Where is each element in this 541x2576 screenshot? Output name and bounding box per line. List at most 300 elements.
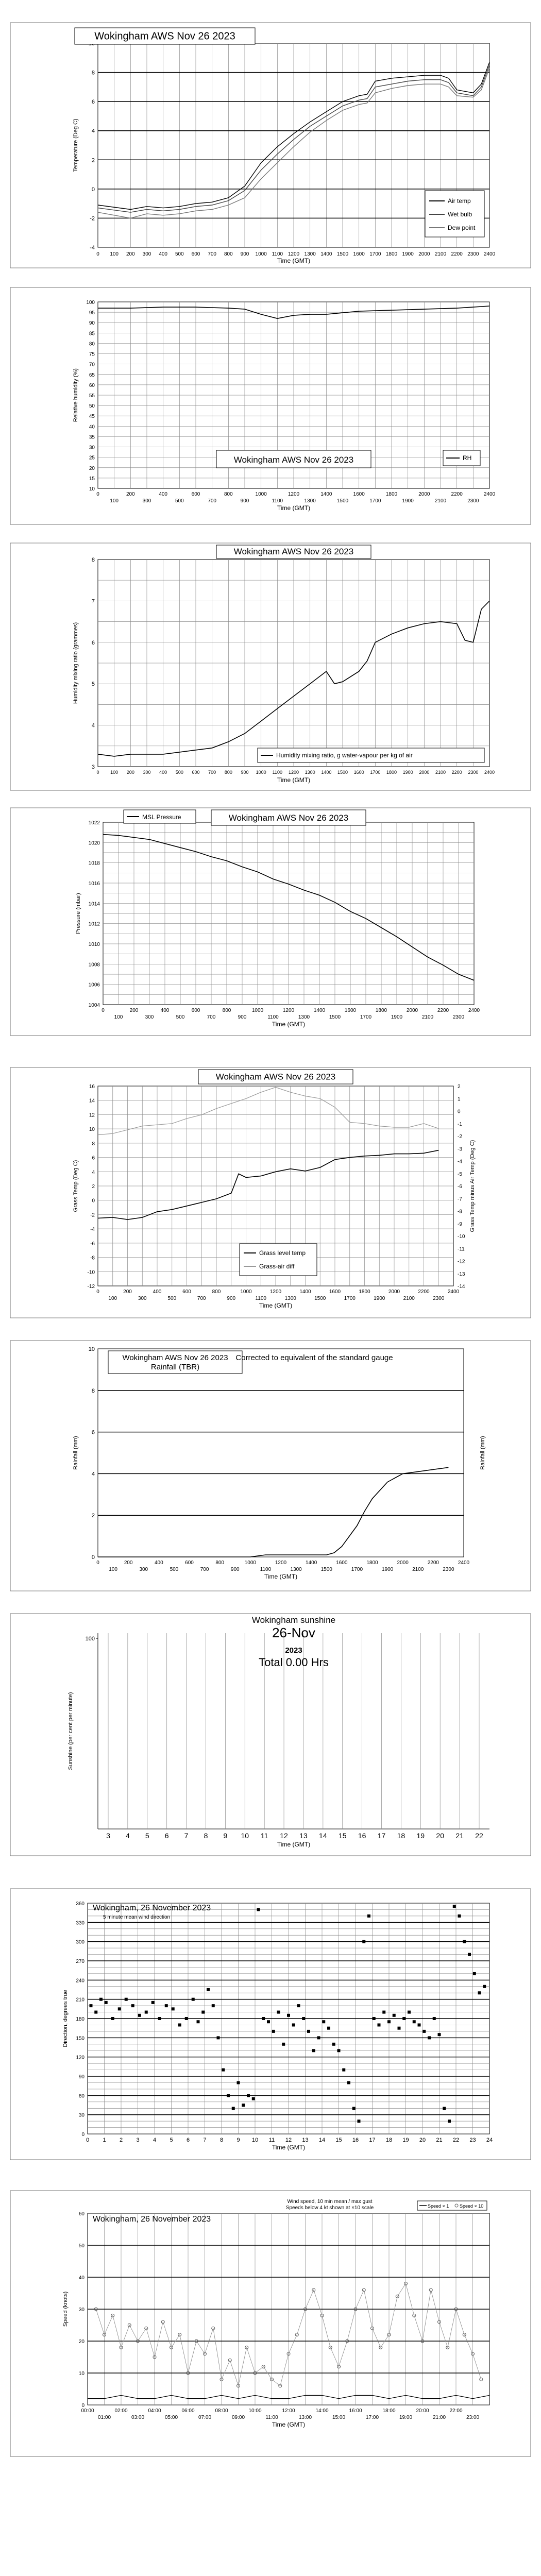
data-point — [151, 2001, 155, 2004]
x-axis-label: Time (GMT) — [264, 1573, 298, 1580]
x-tick-label: 800 — [212, 1289, 221, 1295]
data-point — [105, 2001, 108, 2004]
chart-mixing-ratio — [0, 542, 541, 791]
x-tick-label: 1600 — [344, 1008, 357, 1013]
x-tick-label: 4 — [153, 2137, 157, 2143]
x-tick-label: 3 — [106, 1832, 110, 1840]
y-tick-label: 65 — [89, 372, 95, 378]
legend-label: Wet bulb — [448, 211, 472, 218]
y-tick-label: 6 — [91, 639, 95, 646]
data-point — [413, 2020, 416, 2023]
x-tick-label: 14 — [319, 1832, 327, 1840]
y-tick-label: 270 — [76, 1959, 84, 1964]
y-tick-label: 30 — [89, 445, 95, 451]
legend-label: MSL Pressure — [142, 814, 181, 821]
chart-total: Total 0.00 Hrs — [259, 1656, 329, 1669]
y-tick-label: 0 — [81, 2403, 84, 2409]
legend-label: Dew point — [448, 224, 476, 231]
x-tick-label: 21 — [455, 1832, 464, 1840]
x-tick-label: 1700 — [369, 251, 381, 257]
y-tick-label: 7 — [91, 598, 95, 605]
x-tick-label: 700 — [197, 1296, 206, 1301]
y-tick-label: 4 — [91, 128, 95, 134]
x-tick-label: 08:00 — [215, 2408, 228, 2414]
data-point — [118, 2007, 121, 2010]
x-tick-label: 19:00 — [399, 2415, 413, 2420]
x-axis-label: Time (GMT) — [259, 1302, 293, 1309]
x-tick-label: 2200 — [418, 1289, 430, 1295]
x-tick-label: 2200 — [437, 1008, 449, 1013]
x-tick-label: 100 — [110, 251, 119, 257]
x-tick-label: 17:00 — [365, 2415, 379, 2420]
x-tick-label: 1700 — [344, 1296, 356, 1301]
y-tick-label: 2 — [91, 157, 95, 164]
x-tick-label: 2400 — [483, 251, 496, 257]
y-axis-label: Grass Temp minus Air Temp (Deg C) — [469, 1140, 476, 1232]
x-tick-label: 800 — [224, 251, 233, 257]
x-tick-label: 1200 — [288, 251, 300, 257]
y-tick-label: 240 — [76, 1978, 84, 1984]
x-tick-label: 700 — [208, 770, 216, 775]
y-right-tick-label: -12 — [458, 1259, 465, 1265]
y-axis-label: Temperature (Deg C) — [73, 118, 79, 172]
y-tick-label: 15 — [89, 476, 95, 482]
y-tick-label: 0 — [91, 186, 95, 193]
data-point — [433, 2017, 436, 2020]
x-tick-label: 1 — [103, 2137, 106, 2143]
y-right-tick-label: -13 — [458, 1271, 465, 1277]
x-tick-label: 15 — [335, 2137, 342, 2143]
y-tick-label: 10 — [89, 486, 95, 492]
y-tick-label: 14 — [89, 1098, 95, 1104]
chart-msl-pressure — [0, 807, 541, 1037]
x-axis-label: Time (GMT) — [277, 257, 311, 264]
y-tick-label: 30 — [78, 2307, 84, 2313]
x-tick-label: 6 — [164, 1832, 169, 1840]
x-tick-label: 8 — [204, 1832, 208, 1840]
y-tick-label: 100 — [85, 1636, 95, 1642]
y-tick-label: 1022 — [88, 820, 100, 826]
y-tick-label: 100 — [86, 300, 95, 306]
x-tick-label: 600 — [182, 1289, 191, 1295]
data-point — [145, 2011, 148, 2014]
data-point — [378, 2023, 381, 2026]
x-tick-label: 4 — [125, 1832, 130, 1840]
x-tick-label: 200 — [123, 1289, 132, 1295]
x-tick-label: 100 — [109, 1567, 117, 1572]
x-tick-label: 2100 — [434, 251, 447, 257]
data-point — [443, 2107, 446, 2110]
data-point — [247, 2094, 250, 2097]
legend-label: Humidity mixing ratio, g water-vapour per kg of air — [276, 752, 413, 759]
x-tick-label: 22 — [475, 1832, 483, 1840]
data-point — [262, 2017, 265, 2020]
legend-label: Speed × 10 — [460, 2204, 484, 2209]
x-tick-label: 2000 — [419, 770, 430, 775]
x-tick-label: 1100 — [267, 1014, 279, 1020]
x-tick-label: 1500 — [336, 498, 349, 504]
data-point — [387, 2020, 391, 2023]
legend-label: RH — [463, 454, 472, 462]
data-point — [362, 1940, 365, 1943]
x-axis-label: Time (GMT) — [272, 2144, 306, 2151]
y-tick-label: 1016 — [88, 881, 100, 887]
data-point — [448, 2120, 451, 2123]
chart-subtitle: Rainfall (TBR) — [150, 1363, 200, 1371]
data-point — [418, 2023, 421, 2026]
y-tick-label: 30 — [78, 2112, 84, 2119]
x-tick-label: 1000 — [255, 251, 267, 257]
y-tick-label: 0 — [92, 1198, 95, 1204]
chart-wind-speed — [0, 2190, 541, 2458]
y-tick-label: -4 — [90, 1227, 95, 1233]
data-point — [358, 2120, 361, 2123]
x-tick-label: 100 — [114, 1014, 123, 1020]
y-tick-label: 80 — [89, 341, 95, 347]
y-tick-label: -8 — [90, 1255, 95, 1261]
x-tick-label: 2100 — [421, 1014, 434, 1020]
y-tick-label: 1014 — [88, 901, 100, 907]
x-tick-label: 1900 — [391, 1014, 403, 1020]
y-right-tick-label: -11 — [458, 1246, 465, 1252]
y-tick-label: 1004 — [88, 1003, 100, 1008]
x-tick-label: 900 — [238, 1014, 247, 1020]
data-point — [172, 2007, 175, 2010]
x-tick-label: 2300 — [433, 1296, 445, 1301]
x-tick-label: 2400 — [468, 1008, 480, 1013]
y-tick-label: 50 — [78, 2243, 84, 2249]
x-tick-label: 300 — [145, 1014, 154, 1020]
x-tick-label: 900 — [240, 251, 249, 257]
data-point — [393, 2014, 396, 2017]
y-tick-label: 55 — [89, 393, 95, 399]
x-tick-label: 0 — [102, 1008, 105, 1013]
data-point — [111, 2017, 114, 2020]
x-tick-label: 2400 — [447, 1289, 460, 1295]
data-point — [352, 2107, 356, 2110]
y-tick-label: 90 — [89, 320, 95, 327]
x-tick-label: 1600 — [336, 1560, 348, 1566]
data-point — [342, 2069, 345, 2072]
x-tick-label: 14 — [318, 2137, 326, 2143]
chart-title: Wokingham sunshine — [251, 1615, 336, 1625]
data-point — [322, 2020, 325, 2023]
x-tick-label: 1500 — [320, 1567, 332, 1572]
x-tick-label: 1500 — [329, 1014, 341, 1020]
x-tick-label: 21:00 — [432, 2415, 446, 2420]
chart-relative-humidity — [0, 286, 541, 526]
x-tick-label: 400 — [159, 770, 167, 775]
y-right-tick-label: -7 — [458, 1196, 462, 1202]
chart-title: Wokingham, 26 November 2023 — [93, 1904, 211, 1912]
y-axis-label: Pressure (mbar) — [75, 893, 81, 934]
x-tick-label: 07:00 — [198, 2415, 212, 2420]
x-tick-label: 1400 — [299, 1289, 311, 1295]
x-tick-label: 16:00 — [349, 2408, 362, 2414]
x-tick-label: 10:00 — [248, 2408, 262, 2414]
x-tick-label: 00:00 — [81, 2408, 94, 2414]
x-tick-label: 1400 — [306, 1560, 317, 1566]
data-point — [307, 2030, 310, 2033]
x-tick-label: 04:00 — [148, 2408, 161, 2414]
x-tick-label: 11:00 — [265, 2415, 278, 2420]
y-tick-label: 4 — [92, 1170, 95, 1176]
x-tick-label: 1200 — [275, 1560, 287, 1566]
x-tick-label: 200 — [126, 492, 135, 497]
x-tick-label: 100 — [110, 770, 119, 775]
x-tick-label: 9 — [223, 1832, 228, 1840]
x-tick-label: 24 — [486, 2137, 493, 2143]
x-tick-label: 12 — [280, 1832, 288, 1840]
x-axis-label: Time (GMT) — [277, 776, 311, 784]
x-tick-label: 1900 — [381, 1567, 394, 1572]
y-tick-label: -4 — [90, 245, 95, 251]
data-point — [94, 2011, 97, 2014]
x-tick-label: 2100 — [435, 770, 446, 775]
y-tick-label: 120 — [76, 2055, 84, 2061]
y-tick-label: 10 — [88, 1346, 95, 1352]
x-axis-label: Time (GMT) — [277, 504, 311, 512]
x-tick-label: 7 — [203, 2137, 207, 2143]
chart-title: Wokingham AWS Nov 26 2023 — [122, 1353, 228, 1362]
x-tick-label: 11 — [260, 1832, 268, 1840]
x-tick-label: 1900 — [402, 251, 414, 257]
chart-note: Speeds below 4 kt shown at ×10 scale — [285, 2205, 374, 2211]
x-tick-label: 1500 — [314, 1296, 326, 1301]
data-point — [317, 2036, 320, 2039]
data-point — [232, 2107, 235, 2110]
x-tick-label: 900 — [227, 1296, 236, 1301]
data-point — [463, 1940, 466, 1943]
data-point — [222, 2069, 225, 2072]
x-tick-label: 1700 — [360, 1014, 372, 1020]
x-tick-label: 600 — [185, 1560, 194, 1566]
x-tick-label: 1200 — [288, 492, 300, 497]
x-tick-label: 18:00 — [382, 2408, 396, 2414]
data-point — [257, 1908, 260, 1911]
data-point — [438, 2033, 441, 2036]
x-tick-label: 1400 — [320, 251, 332, 257]
y-tick-label: 1012 — [88, 921, 100, 927]
x-tick-label: 800 — [222, 1008, 231, 1013]
x-tick-label: 0 — [86, 2137, 90, 2143]
data-point — [237, 2081, 240, 2084]
x-tick-label: 03:00 — [131, 2415, 145, 2420]
chart-date: 26-Nov — [272, 1625, 315, 1640]
data-point — [165, 2004, 168, 2007]
x-tick-label: 18 — [397, 1832, 405, 1840]
y-tick-label: 1020 — [88, 840, 100, 846]
x-tick-label: 2400 — [458, 1560, 470, 1566]
y-tick-label: 8 — [92, 1141, 95, 1147]
y-tick-label: 1006 — [88, 982, 100, 988]
y-right-tick-label: -3 — [458, 1146, 462, 1153]
data-point — [99, 1998, 103, 2001]
x-tick-label: 100 — [108, 1296, 117, 1301]
x-tick-label: 17 — [369, 2137, 376, 2143]
y-tick-label: 6 — [92, 1155, 95, 1161]
x-tick-label: 400 — [159, 492, 168, 497]
x-tick-label: 1500 — [337, 770, 348, 775]
x-tick-label: 700 — [207, 1014, 216, 1020]
x-tick-label: 1300 — [304, 498, 316, 504]
y-tick-label: 40 — [89, 424, 95, 430]
x-tick-label: 2000 — [397, 1560, 409, 1566]
data-point — [282, 2043, 285, 2046]
x-tick-label: 8 — [219, 2137, 224, 2143]
legend-label: Air temp — [448, 197, 471, 205]
x-tick-label: 13:00 — [298, 2415, 312, 2420]
x-tick-label: 3 — [136, 2137, 140, 2143]
y-right-tick-label: -2 — [458, 1134, 462, 1140]
x-tick-label: 1700 — [369, 498, 381, 504]
x-tick-label: 1800 — [385, 251, 398, 257]
data-point — [422, 2030, 426, 2033]
data-point — [178, 2023, 181, 2026]
x-tick-label: 0 — [96, 1560, 99, 1566]
x-tick-label: 2000 — [406, 1008, 418, 1013]
x-tick-label: 200 — [124, 1560, 133, 1566]
y-tick-label: 50 — [89, 403, 95, 410]
x-tick-label: 800 — [224, 770, 232, 775]
x-tick-label: 500 — [167, 1296, 177, 1301]
y-tick-label: 60 — [78, 2093, 84, 2099]
x-tick-label: 2000 — [388, 1289, 400, 1295]
x-tick-label: 21 — [436, 2137, 443, 2143]
x-tick-label: 01:00 — [97, 2415, 111, 2420]
y-axis-label: Relative humidity (%) — [73, 368, 79, 422]
y-tick-label: 85 — [89, 331, 95, 337]
data-point — [201, 2011, 205, 2014]
x-tick-label: 2100 — [434, 498, 447, 504]
x-tick-label: 2300 — [452, 1014, 465, 1020]
x-tick-label: 300 — [138, 1296, 147, 1301]
x-tick-label: 1100 — [255, 1296, 267, 1301]
x-tick-label: 13 — [299, 1832, 308, 1840]
data-point — [131, 2004, 134, 2007]
y-tick-label: 150 — [76, 2036, 84, 2042]
x-tick-label: 19 — [402, 2137, 409, 2143]
x-tick-label: 200 — [126, 770, 134, 775]
y-tick-label: 360 — [76, 1901, 84, 1907]
x-tick-label: 1000 — [244, 1560, 256, 1566]
y-right-tick-label: -1 — [458, 1121, 462, 1127]
data-point — [473, 1972, 476, 1975]
y-tick-label: 6 — [91, 1429, 95, 1436]
x-tick-label: 600 — [192, 770, 200, 775]
y-tick-label: 10 — [78, 2371, 84, 2377]
y-tick-label: 75 — [89, 351, 95, 358]
y-tick-label: 5 — [91, 681, 95, 688]
x-tick-label: 10 — [251, 2137, 259, 2143]
x-tick-label: 20 — [419, 2137, 426, 2143]
x-tick-label: 1400 — [313, 1008, 326, 1013]
x-tick-label: 2300 — [468, 770, 479, 775]
y-tick-label: 95 — [89, 310, 95, 316]
x-tick-label: 9 — [236, 2137, 240, 2143]
x-tick-label: 20 — [436, 1832, 444, 1840]
data-point — [332, 2043, 335, 2046]
x-tick-label: 20:00 — [416, 2408, 429, 2414]
y-tick-label: -10 — [87, 1269, 95, 1276]
chart-note: Corrected to equivalent of the standard gauge — [235, 1353, 393, 1362]
y-right-tick-label: -8 — [458, 1209, 462, 1215]
y-tick-label: 330 — [76, 1920, 84, 1926]
data-point — [125, 1998, 128, 2001]
y-tick-label: 8 — [91, 557, 95, 563]
x-tick-label: 1100 — [260, 1567, 272, 1572]
y-tick-label: 210 — [76, 1997, 84, 2003]
x-tick-label: 0 — [96, 251, 99, 257]
x-tick-label: 0 — [96, 770, 99, 775]
chart-title: Wokingham AWS Nov 26 2023 — [94, 30, 235, 42]
data-point — [292, 2023, 295, 2026]
y-tick-label: 25 — [89, 455, 95, 461]
chart-title: Wokingham AWS Nov 26 2023 — [233, 454, 354, 465]
y-tick-label: 180 — [76, 2016, 84, 2022]
x-tick-label: 1600 — [353, 770, 364, 775]
y-axis-label: Speed (knots) — [62, 2291, 69, 2327]
x-tick-label: 2000 — [418, 492, 430, 497]
x-tick-label: 1200 — [282, 1008, 295, 1013]
data-point — [297, 2004, 300, 2007]
y-right-tick-label: -4 — [458, 1159, 462, 1165]
x-tick-label: 1300 — [284, 1296, 296, 1301]
data-point — [302, 2017, 305, 2020]
chart-grass-temperature — [0, 1066, 541, 1319]
x-tick-label: 1600 — [353, 251, 365, 257]
x-tick-label: 2200 — [451, 492, 463, 497]
x-tick-label: 400 — [154, 1560, 163, 1566]
x-tick-label: 15 — [338, 1832, 347, 1840]
x-axis-label: Time (GMT) — [277, 1841, 311, 1848]
x-tick-label: 7 — [184, 1832, 189, 1840]
x-tick-label: 300 — [142, 498, 151, 504]
x-tick-label: 200 — [129, 1008, 139, 1013]
x-tick-label: 1700 — [351, 1567, 363, 1572]
x-tick-label: 1100 — [272, 770, 283, 775]
x-tick-label: 1800 — [366, 1560, 378, 1566]
x-tick-label: 1000 — [256, 770, 266, 775]
data-point — [367, 1914, 370, 1918]
data-point — [428, 2036, 431, 2039]
x-tick-label: 500 — [175, 498, 184, 504]
data-point — [327, 2027, 330, 2030]
y-tick-label: 3 — [91, 764, 95, 770]
x-tick-label: 1800 — [359, 1289, 370, 1295]
x-tick-label: 2000 — [418, 251, 430, 257]
x-tick-label: 500 — [176, 1014, 185, 1020]
data-point — [312, 2049, 315, 2052]
y-right-tick-label: -10 — [458, 1234, 465, 1240]
x-tick-label: 5 — [170, 2137, 173, 2143]
y-axis-label: Direction, degrees true — [62, 1990, 69, 2047]
x-tick-label: 1300 — [304, 251, 316, 257]
data-point — [242, 2104, 245, 2107]
x-tick-label: 2300 — [467, 251, 479, 257]
y-tick-label: 70 — [89, 362, 95, 368]
chart-title: Wokingham AWS Nov 26 2023 — [233, 547, 354, 557]
x-tick-label: 800 — [224, 492, 233, 497]
y-tick-label: 4 — [91, 1471, 95, 1478]
data-point — [402, 2017, 405, 2020]
data-point — [192, 1998, 195, 2001]
chart-title: Wokingham AWS Nov 26 2023 — [215, 1072, 336, 1082]
x-tick-label: 400 — [159, 251, 168, 257]
chart-subtitle: Wind speed, 10 min mean / max gust — [287, 2199, 373, 2205]
x-tick-label: 0 — [96, 492, 99, 497]
x-tick-label: 0 — [96, 1289, 99, 1295]
